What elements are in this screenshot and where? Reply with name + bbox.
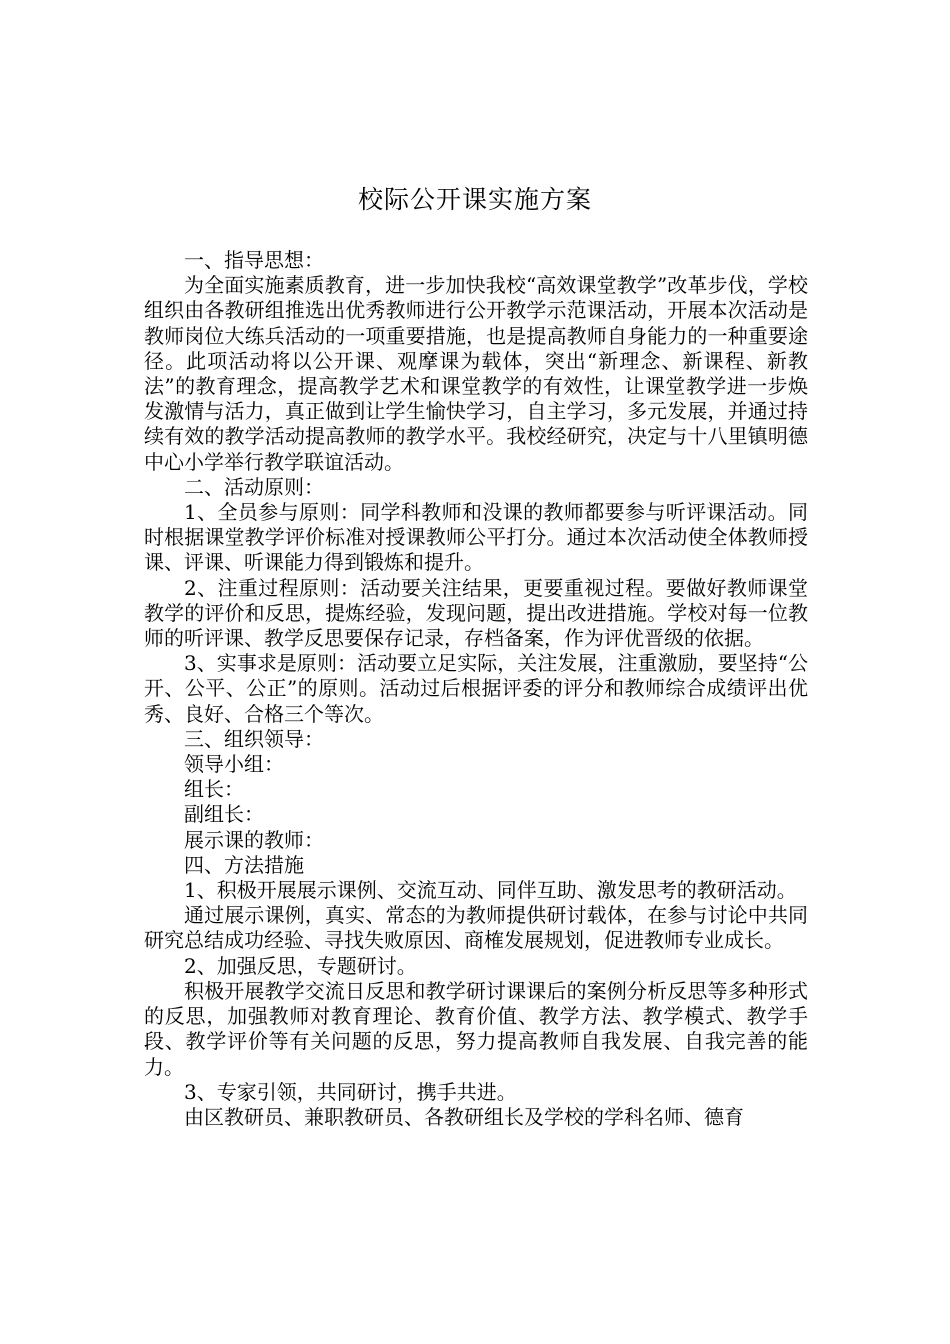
paragraph-principle-3: 3、实事求是原则：活动要立足实际，关注发展，注重激励，要坚持“公开、公平、公正”的原则。活动过后根据评委的评分和教师综合成绩评出优秀、良好、合格三个等次。 (144, 651, 808, 726)
heading-organization: 三、组织领导： (184, 726, 324, 751)
heading-activity-principles: 二、活动原则： (184, 474, 324, 499)
document-title: 校际公开课实施方案 (357, 185, 592, 214)
line-deputy-leader: 副组长： (184, 802, 264, 827)
document-body (144, 248, 808, 1130)
line-leadership-group: 领导小组： (184, 752, 284, 777)
paragraph-method-1-detail: 通过展示课例，真实、常态的为教师提供研讨载体，在参与讨论中共同研究总结成功经验、寻找失败原因、商榷发展规划，促进教师专业成长。 (144, 903, 808, 953)
line-demo-teachers: 展示课的教师： (184, 827, 324, 852)
paragraph-method-2-detail: 积极开展教学交流日反思和教学研讨课课后的案例分析反思等多种形式的反思，加强教师对教育理论、教育价值、教学方法、教学模式、教学手段、教学评价等有关问题的反思，努力提高教师自我发展、自我完善的能力。 (144, 978, 808, 1079)
paragraph-method-2: 2、加强反思，专题研讨。 (184, 953, 417, 978)
paragraph-principle-1: 1、全员参与原则：同学科教师和没课的教师都要参与听评课活动。同时根据课堂教学评价标准对授课教师公平打分。通过本次活动使全体教师授课、评课、听课能力得到锻炼和提升。 (144, 500, 808, 575)
paragraph-method-1: 1、积极开展展示课例、交流互动、同伴互助、激发思考的教研活动。 (184, 878, 797, 903)
paragraph-guiding-ideology: 为全面实施素质教育，进一步加快我校“高效课堂教学”改革步伐，学校组织由各教研组推选出优秀教师进行公开教学示范课活动，开展本次活动是教师岗位大练兵活动的一项重要措施，也是提高教师自身能力的一种重要途径。此项活动将以公开课、观摩课为载体，突出“新理念、新课程、新教法”的教育理念，提高教学艺术和课堂教学的有效性，让课堂教学进一步焕发激情与活力，真正做到让学生愉快学习，自主学习，多元发展，并通过持续有效的教学活动提高教师的教学水平。我校经研究，决定与十八里镇明德中心小学举行教学联谊活动。 (144, 273, 808, 474)
line-group-leader: 组长： (184, 777, 244, 802)
paragraph-method-3: 3、专家引领，共同研讨，携手共进。 (184, 1079, 517, 1104)
heading-methods: 四、方法措施 (184, 852, 304, 877)
heading-guiding-ideology: 一、指导思想： (184, 248, 324, 272)
paragraph-method-3-detail: 由区教研员、兼职教研员、各教研组长及学校的学科名师、德育 (184, 1104, 744, 1129)
paragraph-principle-2: 2、注重过程原则：活动要关注结果，更要重视过程。要做好教师课堂教学的评价和反思，提炼经验，发现问题，提出改进措施。学校对每一位教师的听评课、教学反思要保存记录，存档备案，作为评优晋级的依据。 (144, 575, 808, 651)
